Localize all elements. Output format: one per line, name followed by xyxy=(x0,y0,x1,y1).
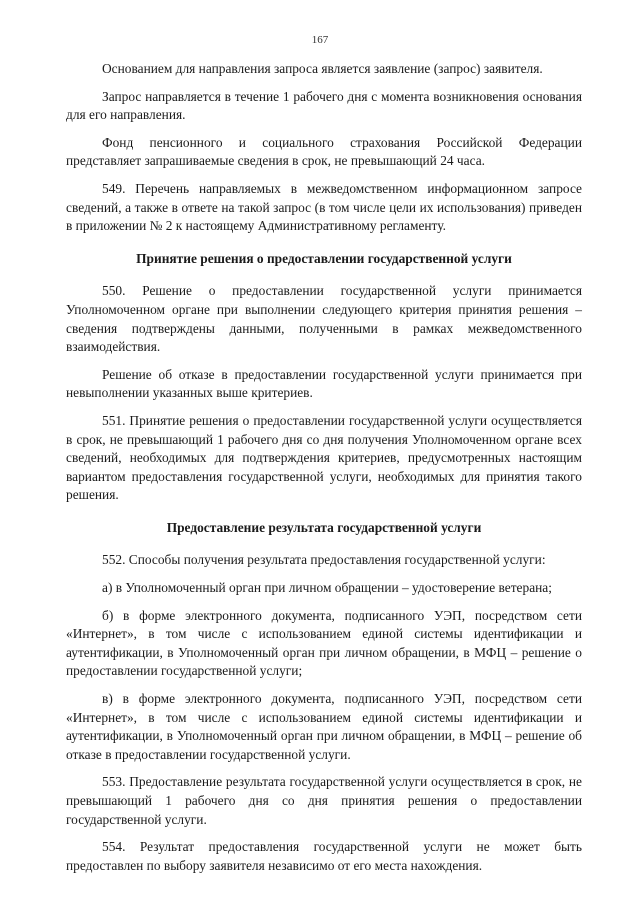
section-heading-result: Предоставление результата государственной услуги xyxy=(166,519,482,535)
paragraph-551: 551. Принятие решения о предоставлении государственной услуги осуществляется в срок, не превышающий 1 рабочего дня со дня получения Уполномоченном органе всех сведений, необходимых для подтверждения критериев, предусмотренных настоящим вариантом предоставления государственной услуги, необходимых для принятия такого решения. xyxy=(66,412,582,503)
paragraph-552-a: а) в Уполномоченный орган при личном обращении – удостоверение ветерана; xyxy=(102,580,552,596)
paragraph-refusal: Решение об отказе в предоставлении государственной услуги принимается при невыполнении указанных выше критериев. xyxy=(66,366,582,401)
paragraph-request-timing: Запрос направляется в течение 1 рабочего дня с момента возникновения основания для его направления. xyxy=(66,88,582,123)
paragraph-pension-fund: Фонд пенсионного и социального страхования Российской Федерации представляет запрашиваемые сведения в срок, не превышающий 24 часа. xyxy=(66,134,582,169)
paragraph-554: 554. Результат предоставления государственной услуги не может быть предоставлен по выбору заявителя независимо от его места нахождения. xyxy=(66,839,582,873)
paragraph-552-b: б) в форме электронного документа, подписанного УЭП, посредством сети «Интернет», в том числе с использованием единой системы идентификации и аутентификации, в Уполномоченный орган при личном обращении, в МФЦ – решение о предоставлении государственной услуги; xyxy=(66,607,582,679)
paragraph-549: 549. Перечень направляемых в межведомственном информационном запросе сведений, а также в ответе на такой запрос (в том числе цели их использования) приведен в приложении № 2 к настоящему Административному регламенту. xyxy=(66,180,582,234)
page-body xyxy=(66,60,582,884)
paragraph-553: 553. Предоставление результата государственной услуги осуществляется в срок, не превышающий 1 рабочего дня со дня принятия решения о предоставлении государственной услуги. xyxy=(66,774,582,827)
paragraph-552-c: в) в форме электронного документа, подписанного УЭП, посредством сети «Интернет», в том числе с использованием единой системы идентификации и аутентификации, в Уполномоченный орган при личном обращении, в МФЦ – решение об отказе в предоставлении государственной услуги. xyxy=(66,691,582,762)
paragraph-request-basis: Основанием для направления запроса является заявление (запрос) заявителя. xyxy=(102,61,543,76)
section-heading-decision: Принятие решения о предоставлении государственной услуги xyxy=(136,250,512,266)
page-number: 167 xyxy=(311,34,329,46)
paragraph-552: 552. Способы получения результата предоставления государственной услуги: xyxy=(102,552,546,568)
paragraph-550: 550. Решение о предоставлении государственной услуги принимается Уполномоченном органе при выполнении следующего критерия принятия решения – сведения подтверждены данными, полученными в рамках межведомственного взаимодействия. xyxy=(66,283,582,355)
